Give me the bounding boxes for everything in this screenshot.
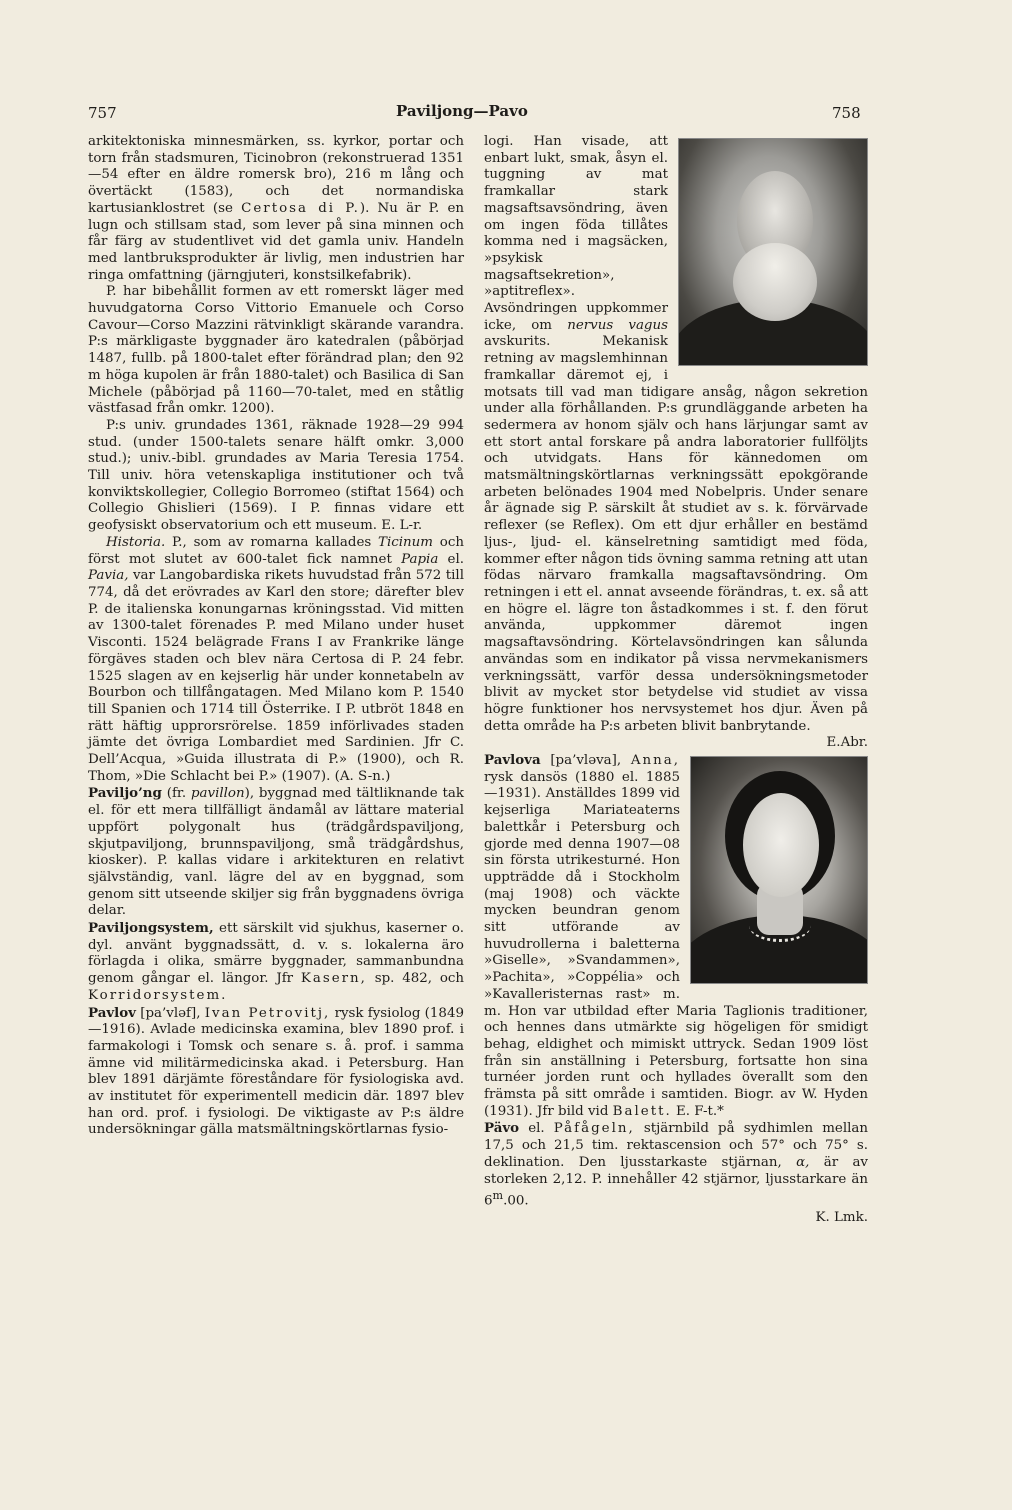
pavlov-signature: E.Abr.	[826, 735, 868, 751]
pavo-signature: K. Lmk.	[815, 1210, 868, 1226]
page-number-right: 758	[832, 104, 861, 122]
page-number-left: 757	[88, 104, 117, 122]
portrait-face	[743, 793, 819, 897]
pavo-entry: Pävo el. Påfågeln, stjärnbild på sydhimlen mellan 17,5 och 21,5 tim. rektascension och 57° och 75° s. deklination. Den ljusstarkaste stjärnan, α, är av storleken 2,12. P. innehåller 42 stjärnor, ljusstarkare än 6$^m$.00.	[484, 1120, 869, 1209]
running-title: Paviljong—Pavo	[396, 102, 528, 120]
paviljongsystem-entry: Paviljongsystem, ett särskilt vid sjukhus, kaserner o. dyl. använt byggnadssätt, d. v. s. lokalerna äro förlagda i olika, smärre byggnader, sammanbundna genom gångar el. längor. Jfr Kasern, sp. 482, och Korridorsystem.	[88, 920, 465, 1003]
portrait-necklace	[749, 909, 811, 942]
pavlova-entry: Pavlova [pa’vləva], Anna, rysk dansös (1880 el. 1885—1931). Anställdes 1899 vid kejserliga Mariateaterns balettkår i Petersburg och gjorde med denna 1907—08 sin första utrikesturné. Hon uppträdde då i Stockholm (maj 1908) och väckte mycken beundran genom sitt utförande av huvudrollerna i baletterna »Giselle», »Svandammen», »Pachita», »Coppélia» och »Kavalleristernas rast» m. m. Hon var utbildad efter Maria Taglionis traditioner, och hennes dans utmärkte sig högeligen för smidigt behag, eldighet och mimiskt uttryck. Sedan 1909 löst från sin anställning i Petersburg, fortsatte hon sina turnéer jorden runt och hyllades överallt som den främsta på sitt område i samtiden. Biogr. av W. Hyden (1931). Jfr bild vid Balett. E. F-t.*	[484, 752, 868, 1120]
pavia-monuments-paragraph: arkitektoniska minnesmärken, ss. kyrkor, portar och torn från stadsmuren, Ticinobron (rekonstruerad 1351—54 efter en äldre romersk bro), 216 m lång och övertäckt (1583), och det normandiska kartusianklostret (se Certosa di P.). Nu är P. en lugn och stillsam stad, som lever på sina minnen och får färg av studentlivet vid det gamla univ. Handeln med lantbruksprodukter är livlig, men industrien har ringa omfattning (järngjuteri, konstsilkefabrik).	[88, 134, 464, 283]
paviljong-entry: Paviljo’ng (fr. pavillon), byggnad med tältliknande tak el. för ett mera tillfälligt ändamål av lättare material uppfört polygonalt hus (trädgårdspaviljong, skjutpaviljong, brunnspaviljong, små trädgårdshus, kiosker). P. kallas vidare i arkitekturen en relativt självständig, vanl. lägre del av en byggnad, som genom sitt utseende skiljer sig från byggnadens övriga delar.	[88, 785, 464, 919]
pavlov-entry: Pavlov [pa’vləf], Ivan Petrovitj, rysk fysiolog (1849—1916). Avlade medicinska examina, blev 1890 prof. i farmakologi i Tomsk och senare s. å. prof. i samma ämne vid militärmedicinska akad. i Petersburg. Han blev 1891 därjämte föreståndare för fysiologiska avd. av institutet för experimentell medicin där. 1897 blev han ord. prof. i fysiologi. De viktigaste av P:s äldre undersökningar gälla matsmältningskörtlarnas fysio-	[88, 1004, 464, 1138]
right-column	[484, 134, 868, 1227]
pavlov-continued-paragraph: logi. Han visade, att enbart lukt, smak, åsyn el. tuggning av mat framkallar stark magsaftsavsöndring, även om ingen föda tillåtes komma ned i magsäcken, »psykisk magsaftsekretion», »aptitreflex». Avsöndringen uppkommer icke, om nervus vagus avskurits. Mekanisk retning av magslemhinnan framkallar däremot ej, i motsats till vad man tidigare ansåg, någon sekretion under alla förhållanden. P:s grundläggande arbeten ha sedermera av honom själv och hans lärjungar samt av ett stort antal forskare på andra laboratorier fullföljts och utvidgats. Hans för kännedomen om matsmältningskörtlarnas verkningssätt epokgörande arbeten belönades 1904 med Nobelpris. Under senare år ägnade sig P. särskilt åt studiet av s. k. förvärvade reflexer (se Reflex). Om ett djur erhåller en bestämd ljus-, ljud- el. känselretning samtidigt med föda, kommer efter någon tids övning samma retning att utan födas närvaro framkalla magsaftavsöndring. Om retningen i ett el. annat avseende förändras, t. ex. så att en högre el. lägre ton åstadkommes i st. f. den förut använda, uppkommer däremot ingen magsaftavsöndring. Körtelavsöndringen kan sålunda användas som en indikator på vissa nervmekanismers verkningssätt, varför dessa undersökningsmetoder blivit av mycket stor betydelse vid studiet av vissa högre funktioner hos nervsystemet hos djur. Även på detta område ha P:s arbeten blivit banbrytande.	[484, 134, 868, 735]
portrait-beard	[733, 243, 817, 321]
pavia-history-paragraph: Historia. P., som av romarna kallades Ticinum och först mot slutet av 600-talet fick namnet Papia el. Pavia, var Langobardiska rikets huvudstad från 572 till 774, då det erövrades av Karl den store; därefter blev P. de italienska konungarnas kröningsstad. Vid mitten av 1300-talet förenades P. med Milano under huset Visconti. 1524 belägrade Frans I av Frankrike länge förgäves staden och blev nära Certosa di P. 24 febr. 1525 slagen av en kejserlig här under konnetabeln av Bourbon och tillfångatagen. Med Milano kom P. 1540 till Spanien och 1714 till Österrike. I P. utbröt 1848 en rätt häftig upprorsrörelse. 1859 införlivades staden jämte det övriga Lombardiet med Sardinien. Jfr C. Dell’Acqua, »Guida illustrata di P.» (1900), och R. Thom, »Die Schlacht bei P.» (1907). (A. S-n.)	[88, 534, 465, 784]
pavia-layout-paragraph: P. har bibehållit formen av ett romerskt läger med huvudgatorna Corso Vittorio Emanuele och Corso Cavour—Corso Mazzini rätvinkligt skärande varandra. P:s märkligaste byggnader äro katedralen (påbörjad 1487, fullb. på 1800-talet efter förändrad plan; den 92 m höga kupolen är från 1880-talet) och Basilica di San Michele (påbörjad på 1160—70-talet, med en ståtlig västfasad från omkr. 1200).	[88, 284, 464, 417]
pavlov-portrait-photo	[678, 138, 868, 366]
pavlova-portrait-photo	[690, 756, 868, 984]
left-column	[88, 134, 464, 1139]
pavia-university-paragraph: P:s univ. grundades 1361, räknade 1928—29 994 stud. (under 1500-talets senare hälft omkr. 3,000 stud.); univ.-bibl. grundades av Maria Teresia 1754. Till univ. höra vetenskapliga institutioner och två konviktskollegier, Collegio Borromeo (stiftat 1564) och Collegio Ghislieri (1569). I P. finnas vidare ett geofysiskt observatorium och ett museum. E. L-r.	[88, 417, 464, 534]
page-header	[0, 100, 1012, 124]
